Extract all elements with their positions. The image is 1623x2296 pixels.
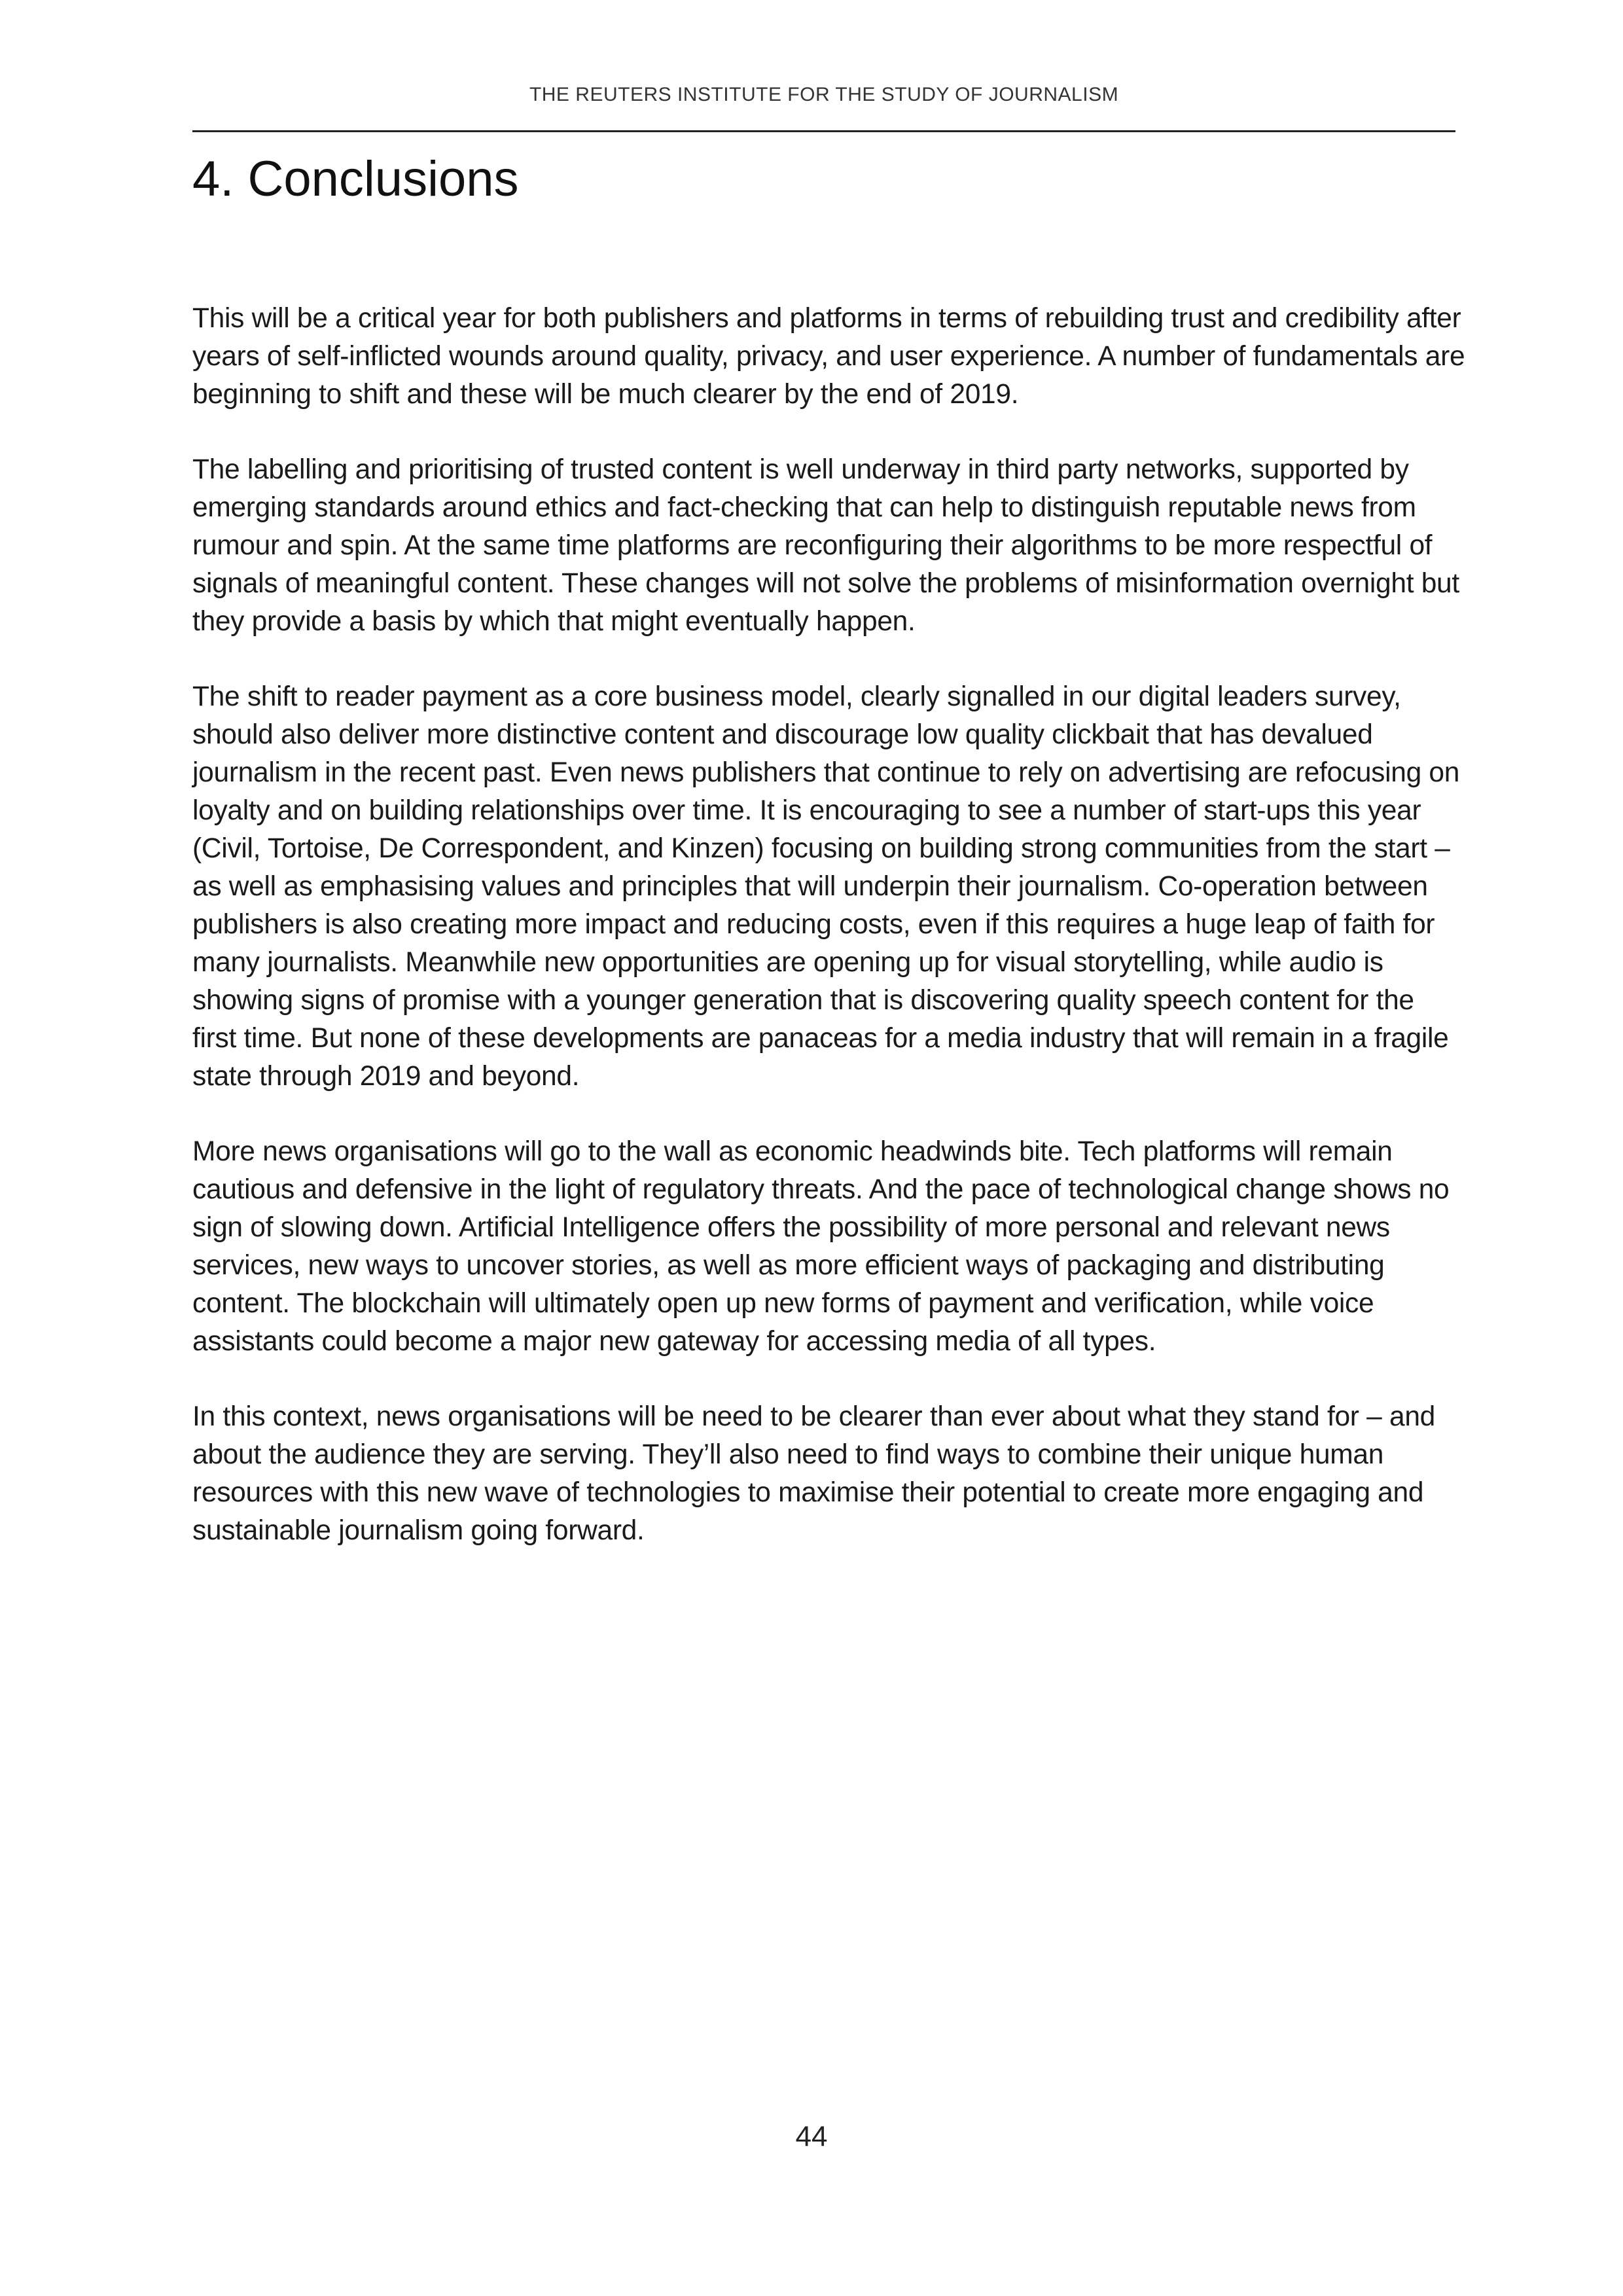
header-divider [192,130,1455,132]
page-number: 44 [795,2121,828,2153]
paragraph-2: The labelling and prioritising of trusted content is well underway in third party networks, supported by emerging standards around ethics and fact-checking that can help to distinguish reputable news from rumour and spin. At the same time platforms are reconfiguring their algorithms to be more respectful of signals of meaningful content. These changes will not solve the problems of misinformation overnight but they provide a basis by which that might eventually happen. [192,454,1459,637]
body-text [192,300,1465,1587]
paragraph-3: The shift to reader payment as a core business model, clearly signalled in our digital leaders survey, should also deliver more distinctive content and discourage low quality clickbait that has devalued journalism in the recent past. Even news publishers that continue to rely on advertising are refocusing on loyalty and on building relationships over time. It is encouraging to see a number of start-ups this year (Civil, Tortoise, De Correspondent, and Kinzen) focusing on building strong communities from the start – as well as emphasising values and principles that will underpin their journalism. Co-operation between publishers is also creating more impact and reducing costs, even if this requires a huge leap of faith for many journalists. Meanwhile new opportunities are opening up for visual storytelling, while audio is showing signs of promise with a younger generation that is discovering quality speech content for the first time. But none of these developments are panaceas for a media industry that will remain in a fragile state through 2019 and beyond. [192,681,1460,1092]
running-header: THE REUTERS INSTITUTE FOR THE STUDY OF JOURNALISM [529,84,1119,105]
paragraph-4: More news organisations will go to the wall as economic headwinds bite. Tech platforms will remain cautious and defensive in the light of regulatory threats. And the pace of technological change shows no sign of slowing down. Artificial Intelligence offers the possibility of more personal and relevant news services, new ways to uncover stories, as well as more efficient ways of packaging and distributing content. The blockchain will ultimately open up new forms of payment and verification, while voice assistants could become a major new gateway for accessing media of all types. [192,1136,1450,1357]
paragraph-5: In this context, news organisations will be need to be clearer than ever about what they stand for – and about the audience they are serving. They’ll also need to find ways to combine their unique human resources with this new wave of technologies to maximise their potential to create more engaging and sustainable journalism going forward. [192,1401,1436,1546]
chapter-title: 4. Conclusions [192,151,519,207]
paragraph-1: This will be a critical year for both publishers and platforms in terms of rebuilding trust and credibility after years of self-inflicted wounds around quality, privacy, and user experience. A number of fundamentals are beginning to shift and these will be much clearer by the end of 2019. [192,303,1465,410]
